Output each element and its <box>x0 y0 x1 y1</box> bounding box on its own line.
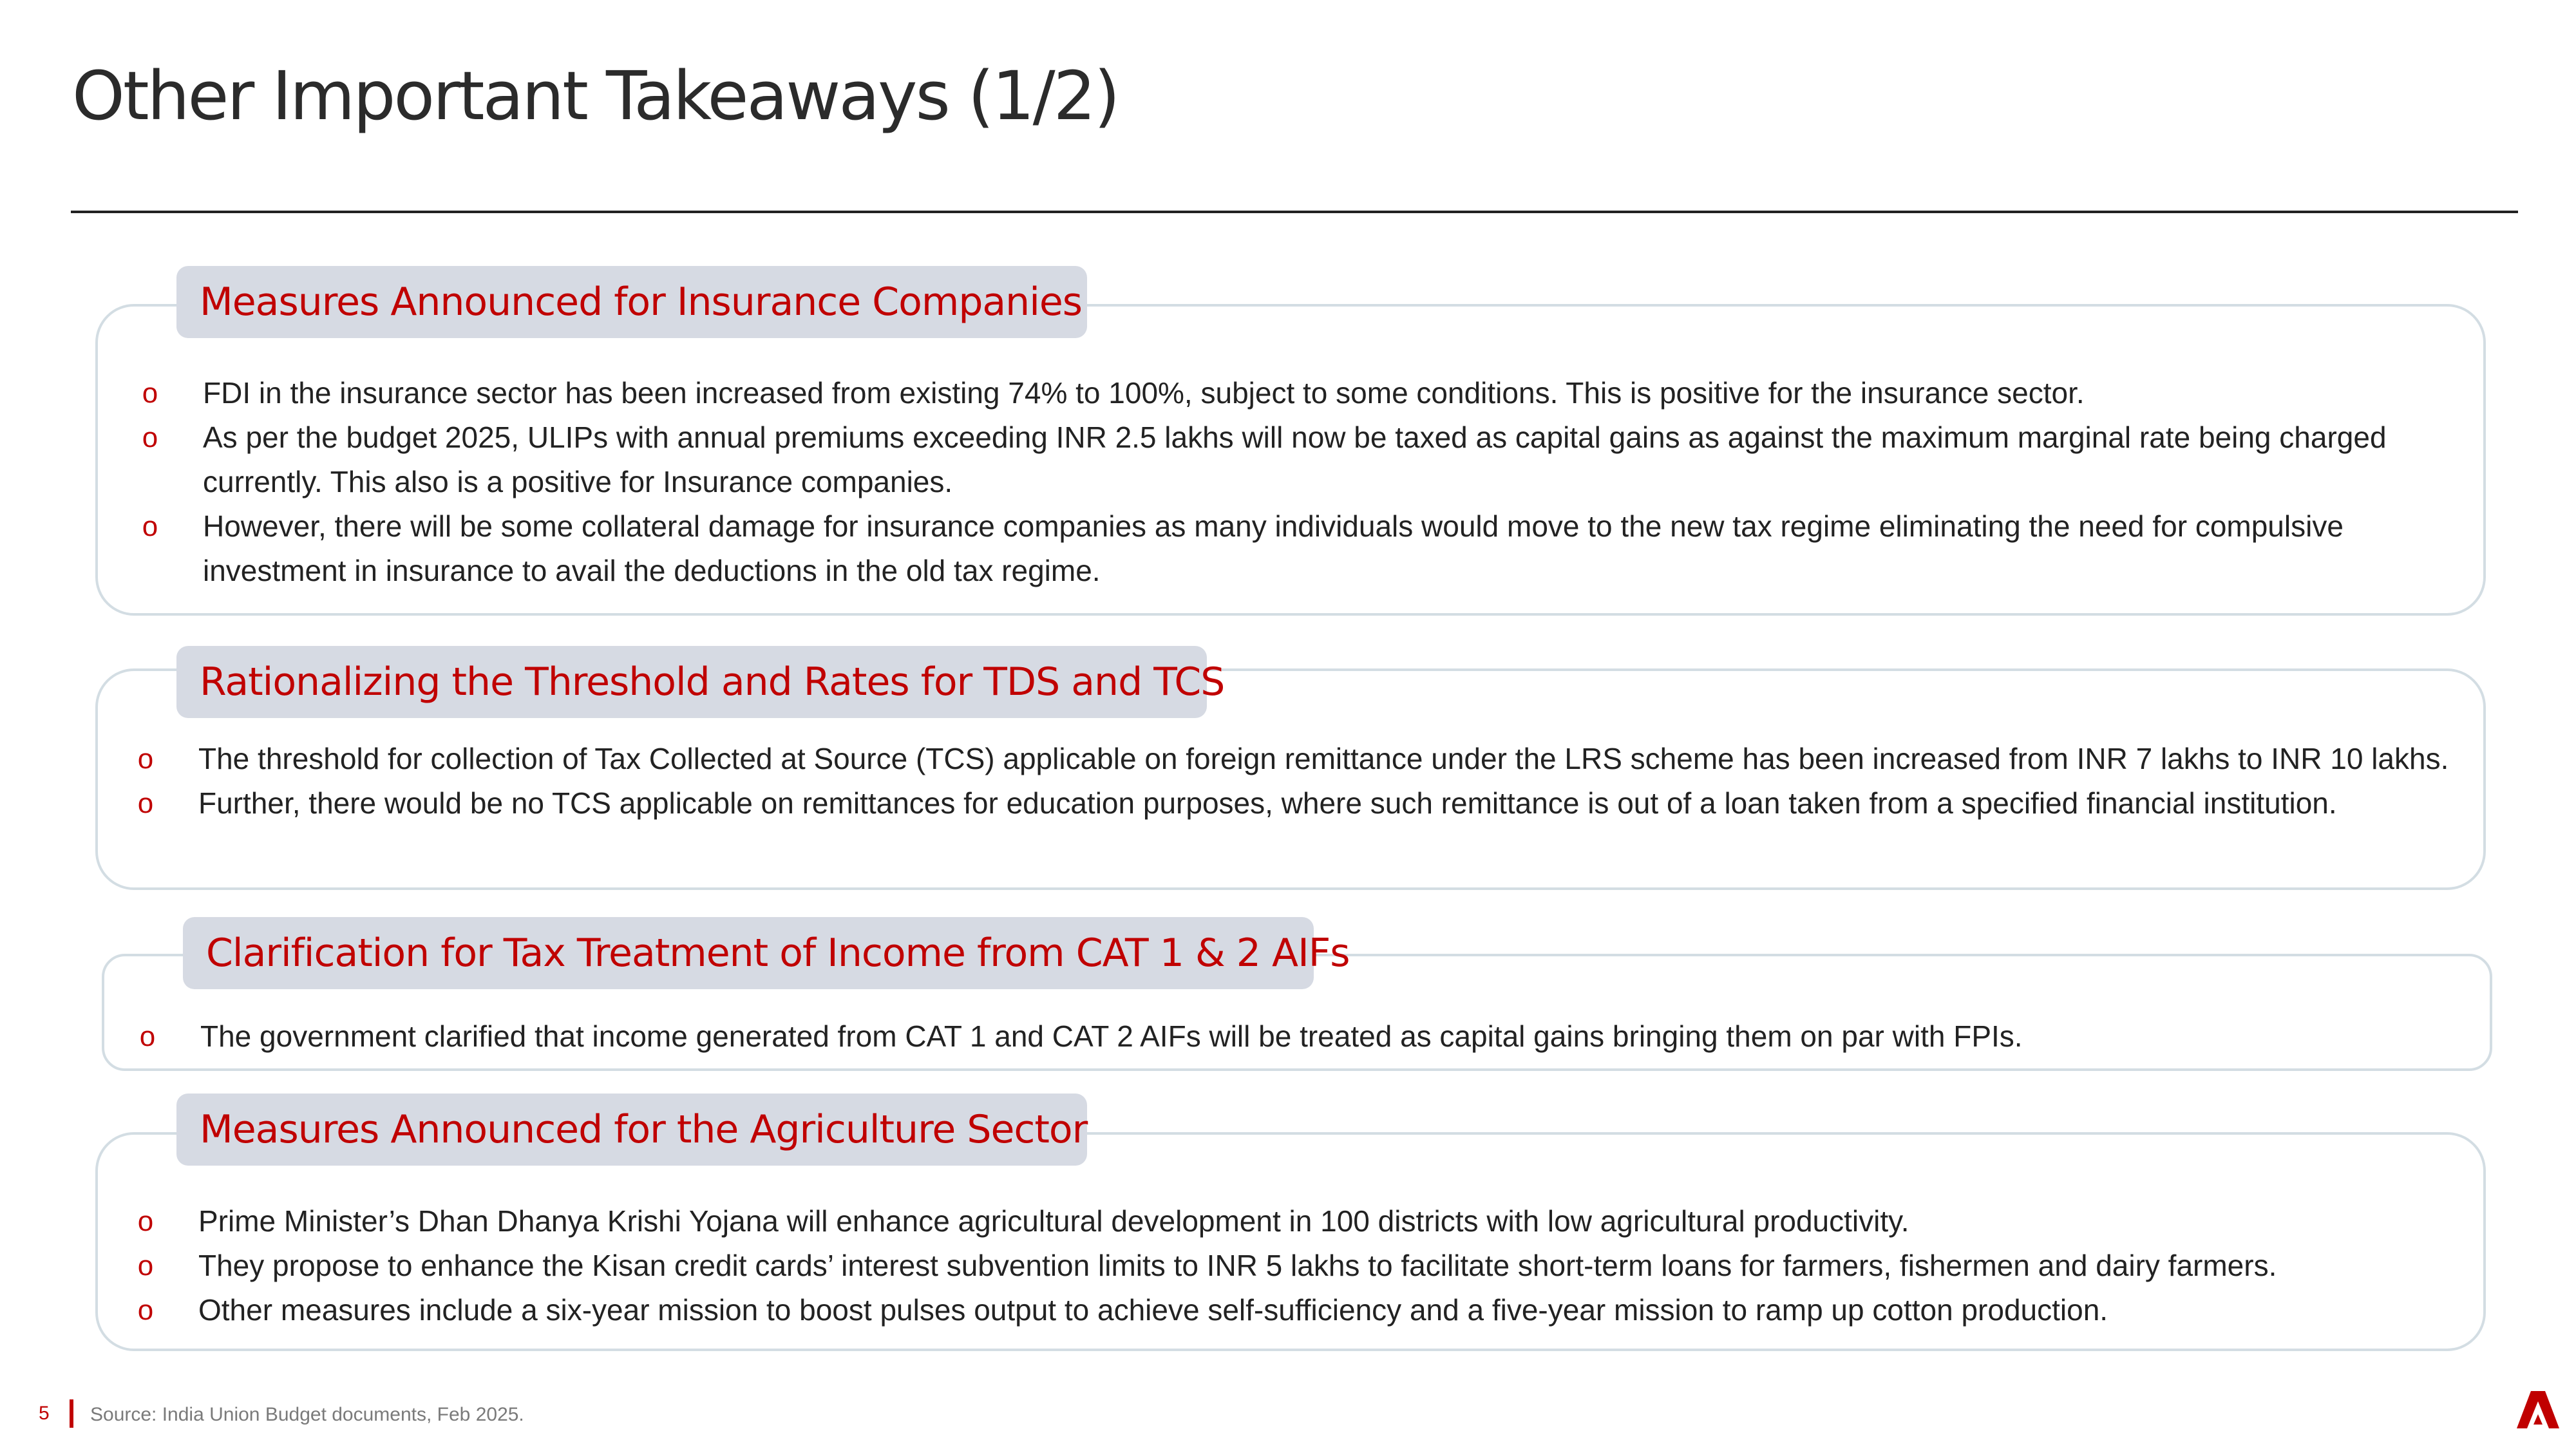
bullet-text: As per the budget 2025, ULIPs with annual premiums exceeding INR 2.5 lakhs will now be taxed as capital gains as against the maximum marginal rate being charged currently. This also is a positive for Insurance companies. <box>203 421 2387 498</box>
aif-bullets <box>139 1014 2480 1059</box>
title-divider <box>71 211 2518 213</box>
list-item <box>137 1288 2478 1332</box>
source-note: Source: India Union Budget documents, Feb 2025. <box>90 1404 524 1425</box>
bullet-marker: o <box>137 1206 154 1237</box>
bullet-text: The government clarified that income generated from CAT 1 and CAT 2 AIFs will be treated as capital gains bringing them on par with FPIs. <box>200 1019 2023 1053</box>
tds-tcs-heading: Rationalizing the Threshold and Rates for TDS and TCS <box>176 646 1207 718</box>
list-item <box>139 1014 2480 1059</box>
bullet-text: Further, there would be no TCS applicable on remittances for education purposes, where such remittance is out of a loan taken from a specified financial institution. <box>198 786 2337 820</box>
bullet-text: Other measures include a six-year mission to boost pulses output to achieve self-sufficiency and a five-year mission to ramp up cotton production. <box>198 1293 2108 1327</box>
list-item <box>142 415 2463 504</box>
tds-tcs-bullets <box>137 737 2501 826</box>
aif-heading: Clarification for Tax Treatment of Income from CAT 1 & 2 AIFs <box>183 917 1314 989</box>
insurance-bullets <box>142 371 2463 593</box>
list-item <box>137 1244 2478 1288</box>
list-item <box>137 1199 2478 1244</box>
footer-divider <box>70 1399 73 1428</box>
page-number: 5 <box>39 1403 50 1424</box>
bullet-text: Prime Minister’s Dhan Dhanya Krishi Yojana will enhance agricultural development in 100 districts with low agricultural productivity. <box>198 1204 1909 1238</box>
agriculture-heading: Measures Announced for the Agriculture Sector <box>176 1094 1087 1166</box>
bullet-text: However, there will be some collateral damage for insurance companies as many individuals would move to the new tax regime eliminating the need for compulsive investment in insurance to avail the deductions in the old tax regime. <box>203 509 2344 587</box>
page-title: Other Important Takeaways (1/2) <box>72 57 1119 135</box>
bullet-text: The threshold for collection of Tax Collected at Source (TCS) applicable on foreign remittance under the LRS scheme has been increased from INR 7 lakhs to INR 10 lakhs. <box>198 742 2449 775</box>
bullet-marker: o <box>137 788 154 819</box>
bullet-text: They propose to enhance the Kisan credit cards’ interest subvention limits to INR 5 lakhs to facilitate short-term loans for farmers, fishermen and dairy farmers. <box>198 1249 2277 1282</box>
bullet-marker: o <box>139 1021 156 1052</box>
bullet-marker: o <box>142 422 158 453</box>
list-item <box>142 504 2463 593</box>
list-item <box>142 371 2463 415</box>
insurance-heading: Measures Announced for Insurance Companies <box>176 266 1087 338</box>
bullet-text: FDI in the insurance sector has been increased from existing 74% to 100%, subject to some conditions. This is positive for the insurance sector. <box>203 376 2085 410</box>
bullet-marker: o <box>137 743 154 775</box>
agriculture-bullets <box>137 1199 2478 1332</box>
red-chevron-logo-icon <box>2517 1391 2559 1428</box>
bullet-marker: o <box>142 377 158 409</box>
list-item <box>137 781 2501 826</box>
bullet-marker: o <box>137 1250 154 1282</box>
bullet-marker: o <box>142 511 158 542</box>
bullet-marker: o <box>137 1294 154 1326</box>
list-item <box>137 737 2501 781</box>
